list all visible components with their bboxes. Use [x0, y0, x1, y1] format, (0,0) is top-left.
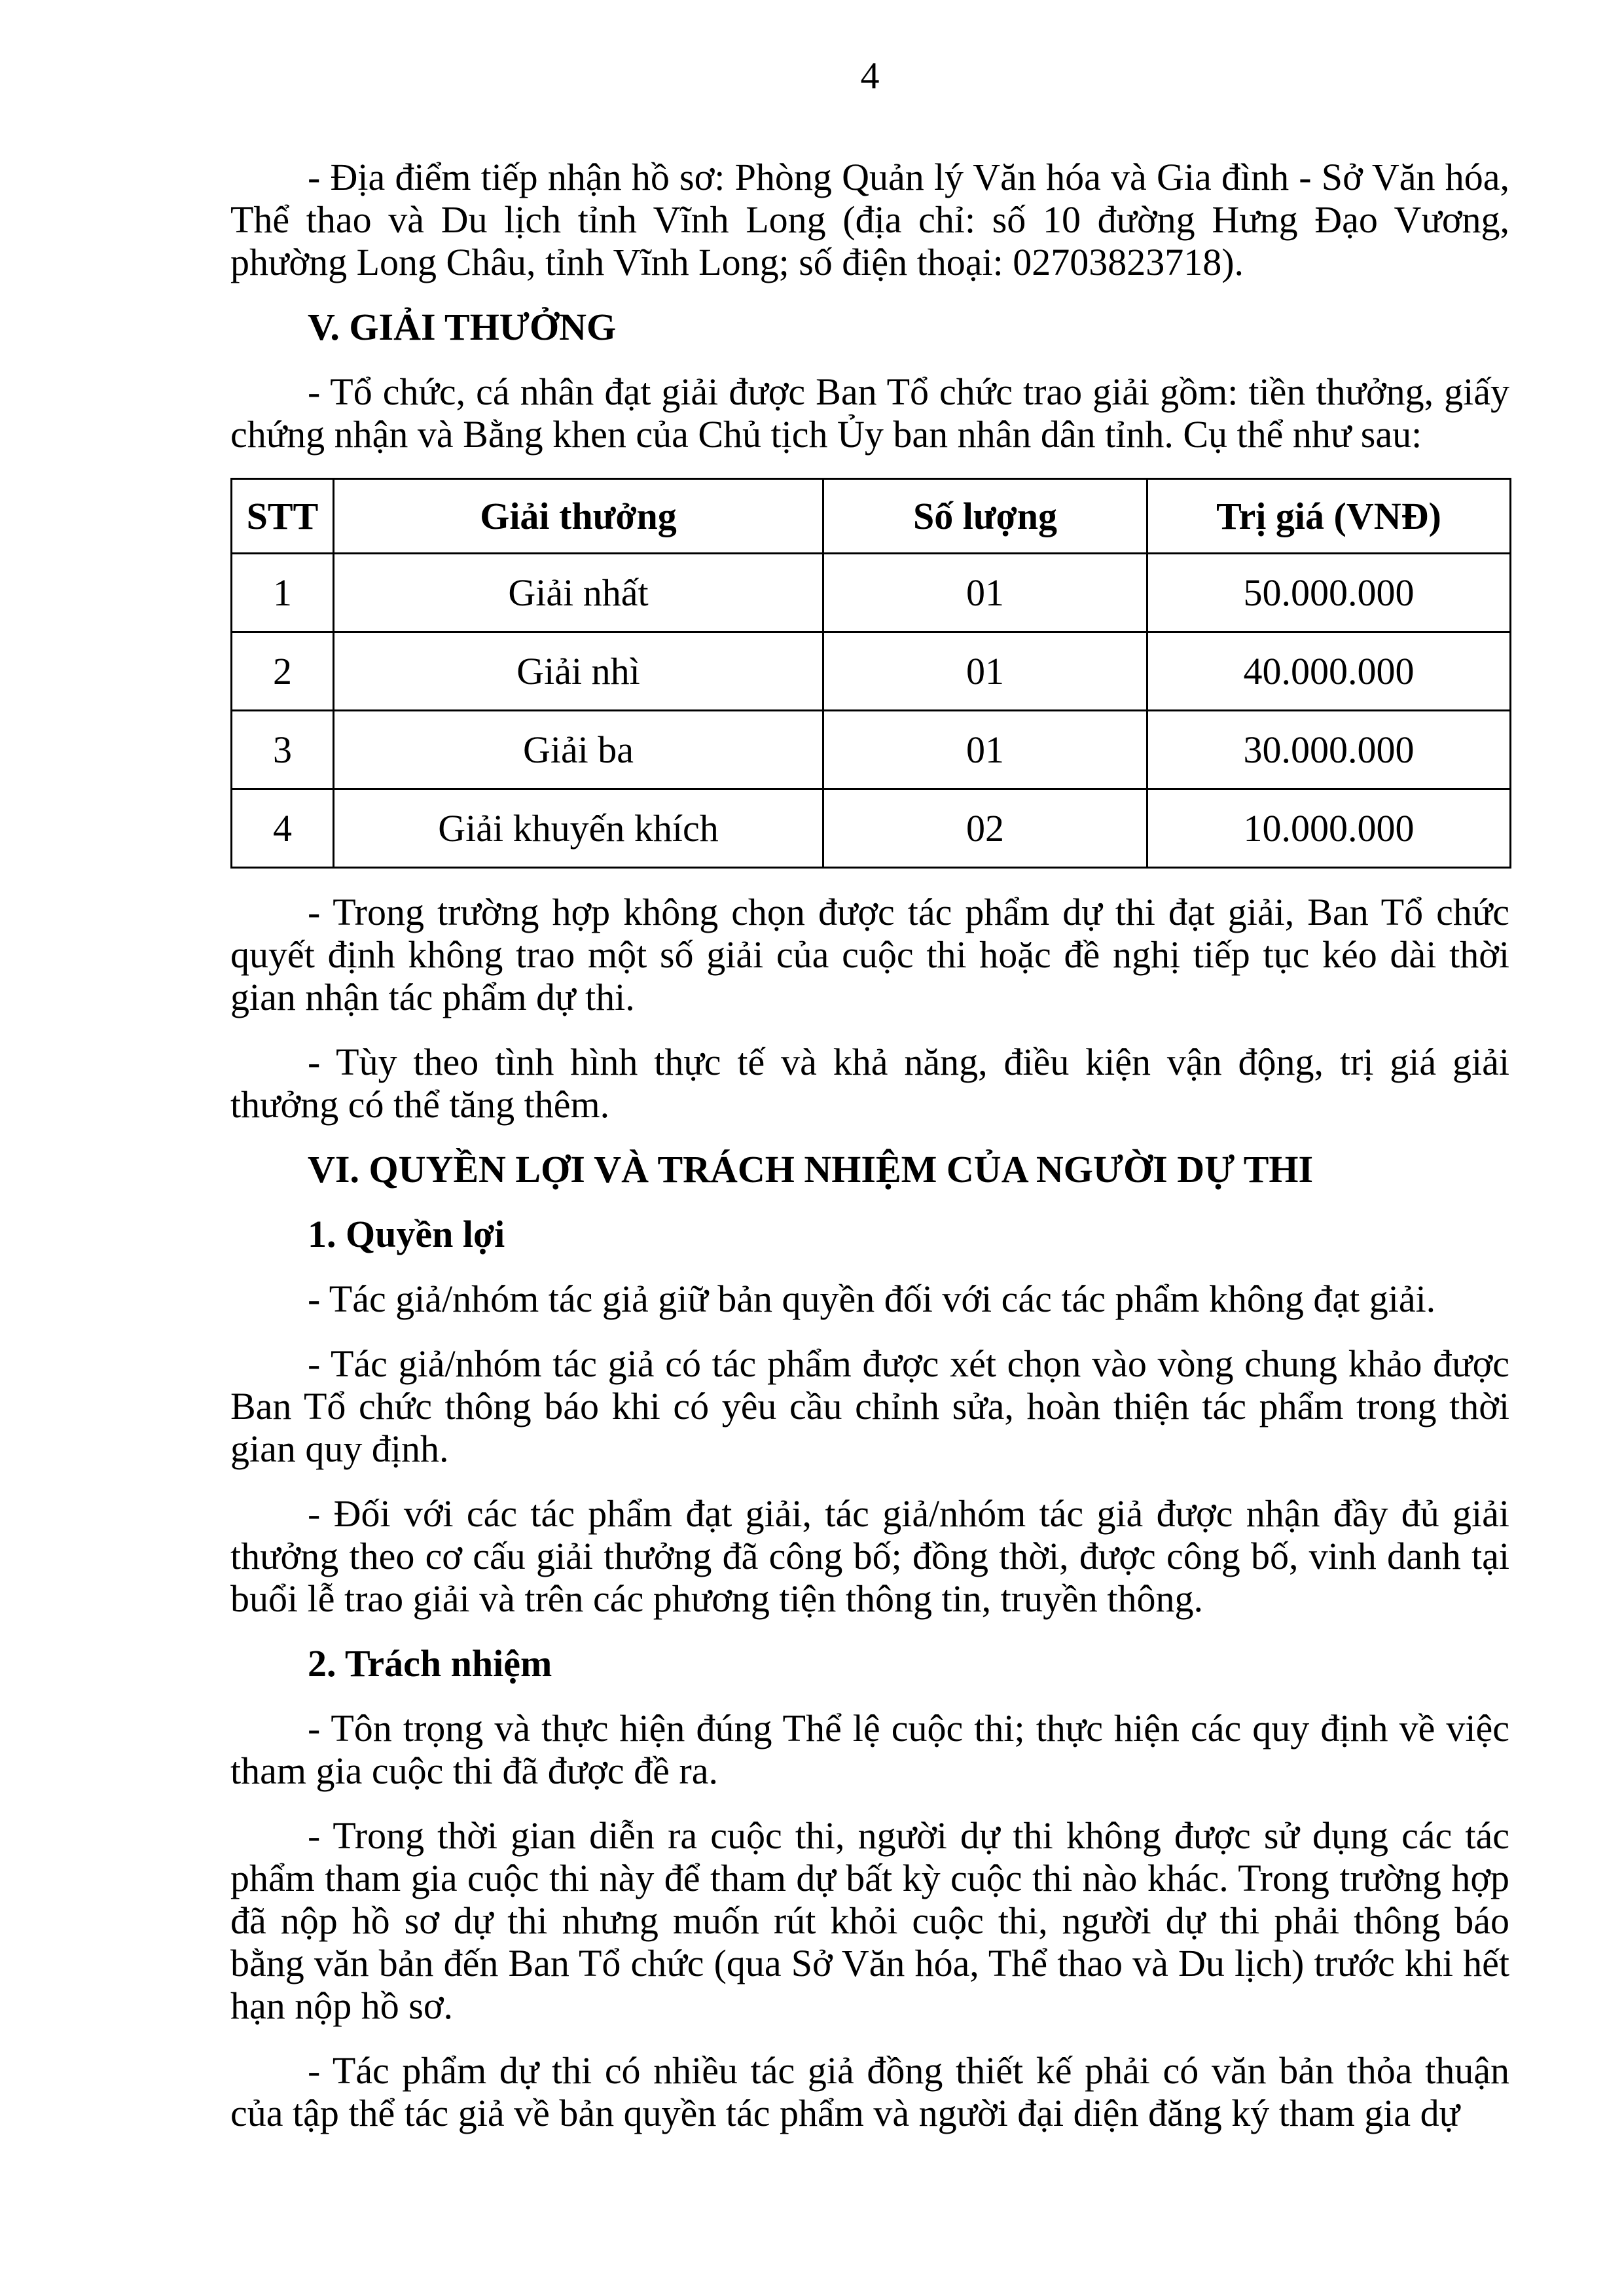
paragraph-rights-2: - Tác giả/nhóm tác giả có tác phẩm được xét chọn vào vòng chung khảo được Ban Tổ chức thông báo khi có yêu cầu chỉnh sửa, hoàn thiện tác phẩm trong thời gian quy định.	[230, 1342, 1509, 1470]
table-cell: 1	[232, 554, 334, 632]
section-vi-heading: VI. QUYỀN LỢI VÀ TRÁCH NHIỆM CỦA NGƯỜI DỰ THI	[308, 1148, 1314, 1191]
table-row	[232, 554, 1511, 632]
table-cell: 01	[823, 632, 1147, 711]
paragraph-responsibilities-3: - Tác phẩm dự thi có nhiều tác giả đồng thiết kế phải có văn bản thỏa thuận của tập thể tác giả về bản quyền tác phẩm và người đại diện đăng ký tham gia dự	[230, 2049, 1509, 2134]
table-cell: 02	[823, 789, 1147, 868]
prize-table	[230, 478, 1511, 869]
table-cell: 50.000.000	[1147, 554, 1511, 632]
table-cell: 3	[232, 711, 334, 789]
paragraph-prize-note-1: - Trong trường hợp không chọn được tác phẩm dự thi đạt giải, Ban Tổ chức quyết định không trao một số giải của cuộc thi hoặc đề nghị tiếp tục kéo dài thời gian nhận tác phẩm dự thi.	[230, 891, 1509, 1018]
table-header-row	[232, 479, 1511, 554]
table-cell: 01	[823, 554, 1147, 632]
table-cell: Giải khuyến khích	[334, 789, 823, 868]
prize-table-header	[232, 479, 1511, 554]
section-v-heading: V. GIẢI THƯỞNG	[308, 306, 617, 348]
subsection-rights-heading: 1. Quyền lợi	[308, 1213, 505, 1255]
paragraph-prize-intro: - Tổ chức, cá nhân đạt giải được Ban Tổ chức trao giải gồm: tiền thưởng, giấy chứng nhận và Bằng khen của Chủ tịch Ủy ban nhân dân tỉnh. Cụ thể như sau:	[230, 370, 1509, 456]
paragraph-rights-1: - Tác giả/nhóm tác giả giữ bản quyền đối với các tác phẩm không đạt giải.	[308, 1278, 1436, 1320]
table-cell: 4	[232, 789, 334, 868]
table-row	[232, 632, 1511, 711]
table-row	[232, 711, 1511, 789]
paragraph-responsibilities-2: - Trong thời gian diễn ra cuộc thi, người dự thi không được sử dụng các tác phẩm tham gia cuộc thi này để tham dự bất kỳ cuộc thi nào khác. Trong trường hợp đã nộp hồ sơ dự thi nhưng muốn rút khỏi cuộc thi, người dự thi phải thông báo bằng văn bản đến Ban Tổ chức (qua Sở Văn hóa, Thể thao và Du lịch) trước khi hết hạn nộp hồ sơ.	[230, 1814, 1509, 2027]
table-row	[232, 789, 1511, 868]
page-number: 4	[860, 54, 880, 97]
table-cell: Giải ba	[334, 711, 823, 789]
table-cell: 2	[232, 632, 334, 711]
paragraph-prize-note-2: - Tùy theo tình hình thực tế và khả năng, điều kiện vận động, trị giá giải thưởng có thể tăng thêm.	[230, 1041, 1509, 1126]
header-cell-quantity: Số lượng	[823, 479, 1147, 554]
table-cell: 01	[823, 711, 1147, 789]
subsection-responsibilities-heading: 2. Trách nhiệm	[308, 1642, 552, 1685]
table-cell: Giải nhì	[334, 632, 823, 711]
header-cell-stt: STT	[232, 479, 334, 554]
paragraph-submission-location: - Địa điểm tiếp nhận hồ sơ: Phòng Quản lý Văn hóa và Gia đình - Sở Văn hóa, Thể thao và Du lịch tỉnh Vĩnh Long (địa chỉ: số 10 đường Hưng Đạo Vương, phường Long Châu, tỉnh Vĩnh Long; số điện thoại: 02703823718).	[230, 156, 1509, 283]
table-cell: 30.000.000	[1147, 711, 1511, 789]
header-cell-value: Trị giá (VNĐ)	[1147, 479, 1511, 554]
table-cell: 10.000.000	[1147, 789, 1511, 868]
header-cell-prize: Giải thưởng	[334, 479, 823, 554]
paragraph-responsibilities-1: - Tôn trọng và thực hiện đúng Thể lệ cuộc thi; thực hiện các quy định về việc tham gia cuộc thi đã được đề ra.	[230, 1707, 1509, 1792]
paragraph-rights-3: - Đối với các tác phẩm đạt giải, tác giả/nhóm tác giả được nhận đầy đủ giải thưởng theo cơ cấu giải thưởng đã công bố; đồng thời, được công bố, vinh danh tại buổi lễ trao giải và trên các phương tiện thông tin, truyền thông.	[230, 1492, 1509, 1620]
table-cell: Giải nhất	[334, 554, 823, 632]
prize-table-body	[232, 554, 1511, 868]
table-cell: 40.000.000	[1147, 632, 1511, 711]
